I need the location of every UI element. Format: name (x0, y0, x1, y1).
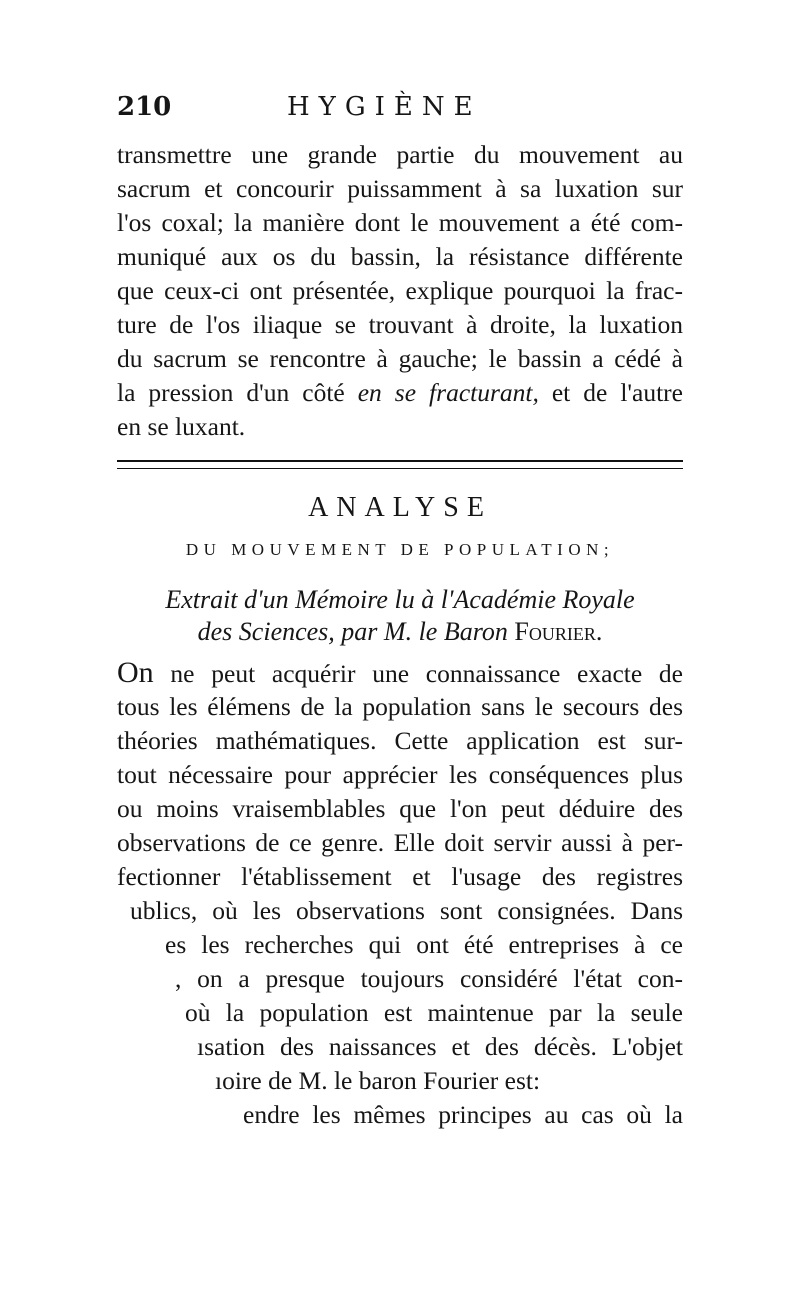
section-divider-thick (117, 460, 683, 462)
text-line: es les recherches qui ont été entreprises à ce (165, 930, 683, 959)
text-line: l'os coxal; la manière dont le mouvement a été com- (117, 208, 683, 237)
text-segment: et de l'autre (538, 378, 683, 407)
section-divider-thin (117, 468, 683, 469)
running-head (117, 92, 687, 126)
text-line: tous les élémens de la population sans le secours des (117, 692, 683, 721)
text-line: ublics, où les observations sont consignées. Dans (130, 896, 683, 925)
text-segment: ne peut acquérir une connaissance exacte de (153, 659, 683, 688)
text-line: où la population est maintenue par la seule (185, 998, 683, 1027)
text-line: endre les mêmes principes au cas où la (243, 1100, 683, 1129)
page-number: 210 (117, 92, 172, 122)
section-subtitle: DU MOUVEMENT DE POPULATION; (185, 540, 615, 559)
text-line: ısation des naissances et des décès. L'objet (197, 1032, 683, 1061)
source-text: des Sciences, par M. le Baron (197, 617, 515, 646)
source-line-author (117, 617, 683, 647)
text-line: ıoire de M. le baron Fourier est: (215, 1066, 541, 1095)
text-line: théories mathématiques. Cette application est sur- (117, 726, 683, 755)
text-segment: la pression d'un côté (117, 378, 358, 407)
dropcap-word: On (117, 656, 154, 689)
author-name: Fourier. (514, 617, 603, 646)
text-line: ou moins vraisemblables que l'on peut déduire des (117, 794, 683, 823)
text-line: tout nécessaire pour apprécier les conséquences plus (117, 760, 683, 789)
running-title: HYGIÈNE (287, 92, 482, 122)
italic-phrase: en se fracturant, (357, 378, 539, 407)
text-line: fectionner l'établissement et l'usage des registres (117, 862, 683, 891)
text-line-mixed (117, 376, 683, 410)
text-line: en se luxant. (117, 412, 246, 441)
text-line: transmettre une grande partie du mouvement au (117, 140, 683, 169)
text-line-first (117, 656, 683, 691)
text-line: ture de l'os iliaque se trouvant à droite, la luxation (117, 310, 683, 339)
text-line: observations de ce genre. Elle doit servir aussi à per- (117, 828, 683, 857)
text-line: que ceux-ci ont présentée, explique pourquoi la frac- (117, 276, 683, 305)
section-title: ANALYSE (308, 492, 492, 523)
text-line: muniqué aux os du bassin, la résistance différente (117, 242, 683, 271)
text-line: sacrum et concourir puissamment à sa luxation sur (117, 174, 683, 203)
source-line: Extrait d'un Mémoire lu à l'Académie Royale (165, 585, 635, 614)
text-line: du sacrum se rencontre à gauche; le bassin a cédé à (117, 344, 683, 373)
text-line: , on a presque toujours considéré l'état con- (175, 964, 683, 993)
